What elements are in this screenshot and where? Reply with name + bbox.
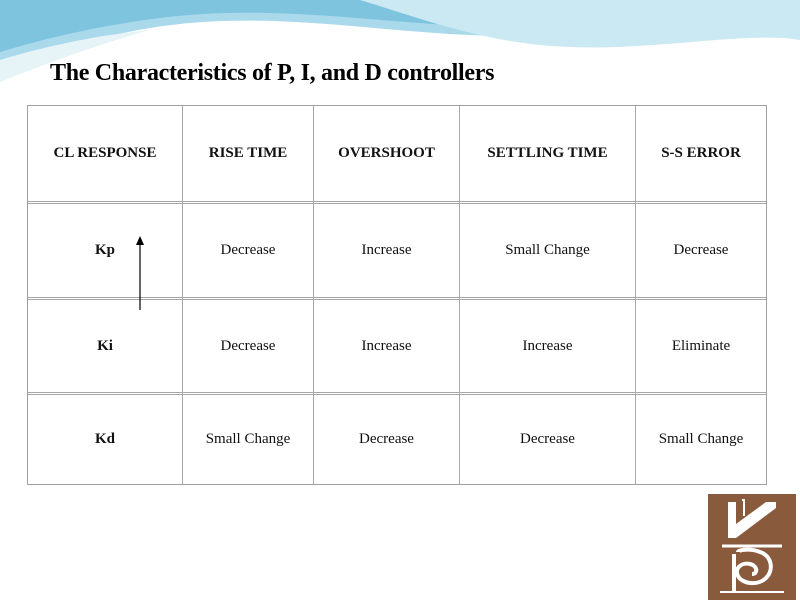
table-cell: Eliminate [671, 337, 731, 354]
row-label-ki: Ki [97, 337, 113, 354]
column-divider [459, 106, 460, 484]
header-ss-error: S-S ERROR [661, 145, 741, 161]
slide-title: The Characteristics of P, I, and D controllers [50, 60, 495, 86]
table-cell: Decrease [220, 337, 276, 354]
table-cell: Increase [361, 242, 412, 258]
table-cell: Small Change [505, 242, 590, 258]
table-cell: Increase [361, 337, 412, 354]
header-cl-response: CL RESPONSE [53, 145, 157, 161]
column-divider [182, 106, 183, 484]
university-logo [708, 494, 796, 600]
table-cell: Decrease [359, 431, 414, 447]
table-cell: Increase [522, 337, 573, 354]
up-arrow-icon [133, 236, 147, 310]
table-row [28, 300, 766, 392]
header-overshoot: OVERSHOOT [338, 145, 435, 161]
table-cell: Small Change [658, 431, 744, 447]
table-cell: Decrease [673, 242, 729, 258]
header-settling-time: SETTLING TIME [487, 145, 608, 161]
table-cell: Small Change [205, 431, 291, 447]
header-rise-time: RISE TIME [208, 145, 288, 161]
column-divider [313, 106, 314, 484]
row-label-kp: Kp [94, 242, 115, 258]
table-cell: Decrease [520, 431, 575, 447]
table-header-row [28, 106, 766, 201]
column-divider [635, 106, 636, 484]
table-row [28, 395, 766, 484]
row-label-kd: Kd [94, 431, 115, 447]
table-cell: Decrease [220, 242, 276, 258]
